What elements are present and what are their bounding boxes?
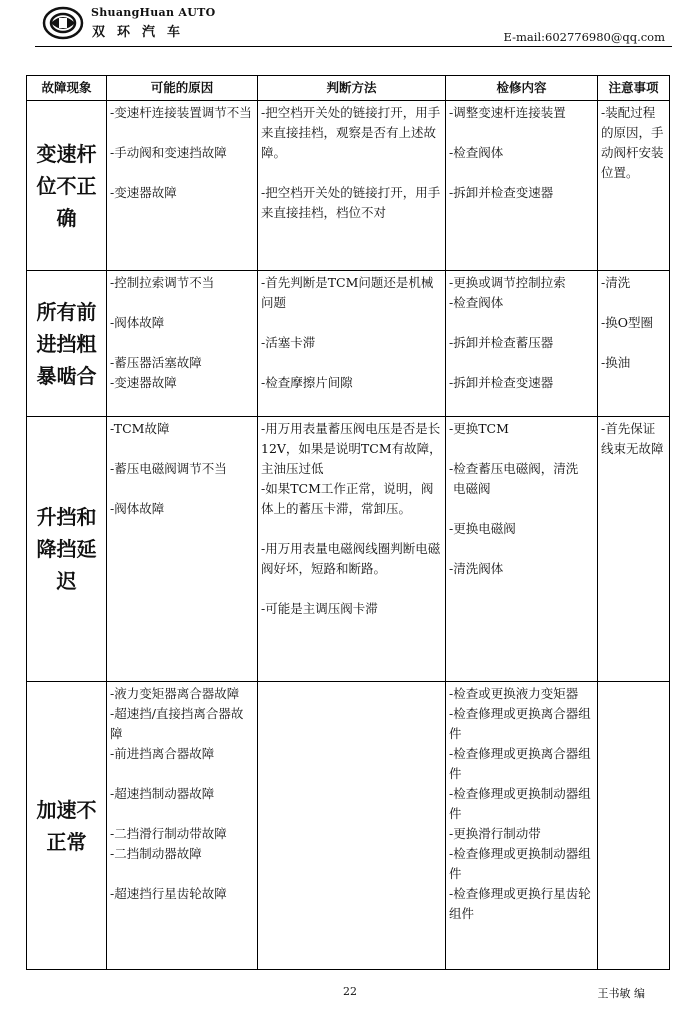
cell-item: -检查修理或更换离合器组件 xyxy=(449,706,591,741)
item-spacer xyxy=(449,353,594,373)
item-spacer xyxy=(261,313,442,333)
cell-item: -阀体故障 xyxy=(110,501,165,516)
cell-item: -更换或调节控制拉索 xyxy=(449,275,566,290)
brand-chinese: 双环汽车 xyxy=(92,25,193,40)
header-repairs: 检修内容 xyxy=(446,76,598,101)
cell-item: -清洗 xyxy=(601,275,631,290)
symptom-cell: 升挡和降挡延迟 xyxy=(27,417,107,682)
cell-item: -变速杆连接装置调节不当 xyxy=(110,105,252,120)
item-spacer xyxy=(110,479,254,499)
cell-item: -把空档开关处的链接打开，用手来直接挂档，档位不对 xyxy=(261,185,441,220)
table-row xyxy=(27,682,670,970)
table-body xyxy=(27,101,670,970)
repairs-cell xyxy=(446,101,598,271)
cell-item: -调整变速杆连接装置 xyxy=(449,105,566,120)
cell-item: -蓄压电磁阀调节不当 xyxy=(110,461,227,476)
cell-item: -更换TCM xyxy=(449,421,509,436)
cell-item: -手动阀和变速挡故障 xyxy=(110,145,227,160)
header-symptom: 故障现象 xyxy=(27,76,107,101)
cell-item: -液力变矩器离合器故障 xyxy=(110,686,240,701)
cell-item: -检查蓄压电磁阀，清洗 电磁阀 xyxy=(449,461,579,496)
item-spacer xyxy=(110,123,254,143)
methods-cell xyxy=(258,101,446,271)
cell-item: -拆卸并检查变速器 xyxy=(449,185,554,200)
cell-item: -活塞卡滞 xyxy=(261,335,316,350)
item-spacer xyxy=(449,499,594,519)
item-spacer xyxy=(261,579,442,599)
header-notes: 注意事项 xyxy=(598,76,670,101)
header-methods: 判断方法 xyxy=(258,76,446,101)
cell-item: -把空档开关处的链接打开，用手来直接挂档，观察是否有上述故障。 xyxy=(261,105,441,160)
notes-cell xyxy=(598,417,670,682)
cell-item: -检查或更换液力变矩器 xyxy=(449,686,579,701)
fault-diagnosis-table-container xyxy=(26,75,669,970)
cell-item: -超速挡/直接挡离合器故障 xyxy=(110,706,244,741)
item-spacer xyxy=(601,293,666,313)
cell-item: -蓄压器活塞故障 xyxy=(110,355,202,370)
cell-item: -阀体故障 xyxy=(110,315,165,330)
cell-item: -前进挡离合器故障 xyxy=(110,746,215,761)
cell-item: -换O型圈 xyxy=(601,315,653,330)
table-row xyxy=(27,271,670,417)
cell-item: -用万用表量电磁阀线圈判断电磁阀好坏，短路和断路。 xyxy=(261,541,441,576)
item-spacer xyxy=(110,333,254,353)
item-spacer xyxy=(261,353,442,373)
causes-cell xyxy=(107,417,258,682)
cell-item: -超速挡行星齿轮故障 xyxy=(110,886,227,901)
cell-item: -超速挡制动器故障 xyxy=(110,786,215,801)
cell-item: -变速器故障 xyxy=(110,375,177,390)
contact-email: E-mail:602776980@qq.com xyxy=(503,30,665,44)
causes-cell xyxy=(107,682,258,970)
brand-english: ShuangHuan AUTO xyxy=(91,6,216,19)
methods-cell xyxy=(258,271,446,417)
table-header-row xyxy=(27,76,670,101)
repairs-cell xyxy=(446,682,598,970)
symptom-cell: 加速不正常 xyxy=(27,682,107,970)
item-spacer xyxy=(110,764,254,784)
cell-item: -可能是主调压阀卡滞 xyxy=(261,601,378,616)
cell-item: -检查摩擦片间隙 xyxy=(261,375,353,390)
cell-item: -检查修理或更换行星齿轮组件 xyxy=(449,886,591,921)
cell-item: -TCM故障 xyxy=(110,421,170,436)
item-spacer xyxy=(601,333,666,353)
cell-item: -检查修理或更换离合器组件 xyxy=(449,746,591,781)
cell-item: -控制拉索调节不当 xyxy=(110,275,215,290)
cell-item: -更换电磁阀 xyxy=(449,521,516,536)
cell-item: -检查修理或更换制动器组件 xyxy=(449,786,591,821)
cell-item: -检查阀体 xyxy=(449,295,504,310)
author-credit: 王书敏 编 xyxy=(597,987,645,1000)
page-number: 22 xyxy=(343,985,357,998)
symptom-cell: 变速杆位不正确 xyxy=(27,101,107,271)
cell-item: -拆卸并检查蓄压器 xyxy=(449,335,554,350)
item-spacer xyxy=(110,163,254,183)
cell-item: -更换滑行制动带 xyxy=(449,826,541,841)
item-spacer xyxy=(110,864,254,884)
item-spacer xyxy=(449,313,594,333)
methods-cell xyxy=(258,417,446,682)
item-spacer xyxy=(261,163,442,183)
shuanghuan-logo xyxy=(42,6,84,40)
causes-cell xyxy=(107,101,258,271)
table-row xyxy=(27,417,670,682)
item-spacer xyxy=(110,804,254,824)
cell-item: -清洗阀体 xyxy=(449,561,504,576)
repairs-cell xyxy=(446,271,598,417)
cell-item: -检查修理或更换制动器组件 xyxy=(449,846,591,881)
item-spacer xyxy=(449,439,594,459)
item-spacer xyxy=(449,539,594,559)
cell-item: -拆卸并检查变速器 xyxy=(449,375,554,390)
cell-item: -如果TCM工作正常，说明，阀体上的蓄压卡滞，常卸压。 xyxy=(261,481,434,516)
cell-item: -首先判断是TCM问题还是机械问题 xyxy=(261,275,434,310)
table-row xyxy=(27,101,670,271)
cell-item: -用万用表量蓄压阀电压是否是长12V，如果是说明TCM有故障，主油压过低 xyxy=(261,421,442,476)
fault-diagnosis-table xyxy=(26,75,670,970)
cell-item: -二挡滑行制动带故障 xyxy=(110,826,227,841)
cell-item: -首先保证线束无故障 xyxy=(601,421,664,456)
item-spacer xyxy=(449,163,594,183)
notes-cell xyxy=(598,682,670,970)
cell-item: -装配过程的原因，手动阀杆安装位置。 xyxy=(601,105,664,180)
header-causes: 可能的原因 xyxy=(107,76,258,101)
header-divider xyxy=(35,46,672,47)
item-spacer xyxy=(449,123,594,143)
causes-cell xyxy=(107,271,258,417)
item-spacer xyxy=(110,293,254,313)
cell-item: -换油 xyxy=(601,355,631,370)
repairs-cell xyxy=(446,417,598,682)
item-spacer xyxy=(261,519,442,539)
methods-cell xyxy=(258,682,446,970)
notes-cell xyxy=(598,101,670,271)
notes-cell xyxy=(598,271,670,417)
cell-item: -二挡制动器故障 xyxy=(110,846,202,861)
symptom-cell: 所有前进挡粗暴啮合 xyxy=(27,271,107,417)
cell-item: -检查阀体 xyxy=(449,145,504,160)
item-spacer xyxy=(110,439,254,459)
page-header xyxy=(0,0,700,50)
cell-item: -变速器故障 xyxy=(110,185,177,200)
